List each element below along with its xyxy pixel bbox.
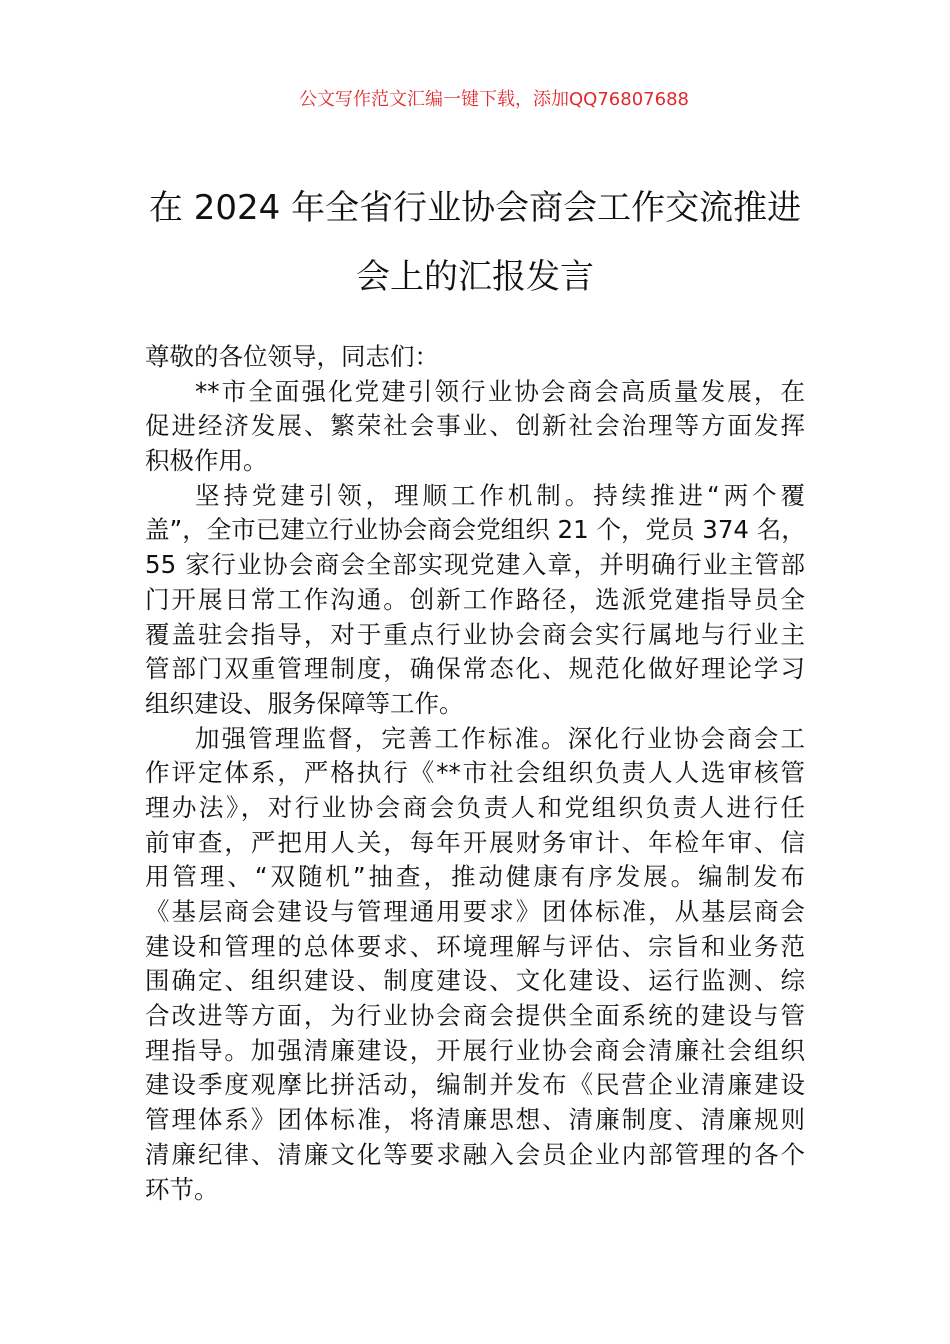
document-title-line-1: 在 2024 年全省行业协会商会工作交流推进 <box>148 188 802 228</box>
paragraph-line: 组织建设、服务保障等工作。 <box>145 688 464 718</box>
paragraph-line: 作评定体系，严格执行《**市社会组织负责人人选审核管 <box>145 758 805 788</box>
document-title-line-2: 会上的汇报发言 <box>356 257 594 297</box>
paragraph-line: 积极作用。 <box>145 446 268 476</box>
paragraph-line: 覆盖驻会指导，对于重点行业协会商会实行属地与行业主 <box>145 619 805 649</box>
paragraph-line: 理办法》，对行业协会商会负责人和党组织负责人进行任 <box>145 792 805 822</box>
paragraph-line: 合改进等方面，为行业协会商会提供全面系统的建设与管 <box>145 1001 805 1031</box>
paragraph-line: 管部门双重管理制度，确保常态化、规范化做好理论学习 <box>145 654 805 684</box>
paragraph-line: 建设季度观摩比拼活动，编制并发布《民营企业清廉建设 <box>145 1070 805 1100</box>
paragraph-line: 加强管理监督，完善工作标准。深化行业协会商会工 <box>195 723 805 753</box>
download-notice: 公文写作范文汇编一键下载，添加QQ76807688 <box>299 89 689 110</box>
paragraph-line: 用管理、“双随机”抽查，推动健康有序发展。编制发布 <box>145 862 805 892</box>
paragraph <box>145 375 805 479</box>
paragraph-line: 坚持党建引领，理顺工作机制。持续推进“两个覆 <box>195 480 805 510</box>
paragraph-line: **市全面强化党建引领行业协会商会高质量发展，在 <box>195 376 805 406</box>
paragraph-line: 门开展日常工作沟通。创新工作路径，选派党建指导员全 <box>145 584 805 614</box>
document-body <box>145 340 805 1207</box>
paragraph-line: 建设和管理的总体要求、环境理解与评估、宗旨和业务范 <box>145 931 805 961</box>
paragraph <box>145 479 805 722</box>
paragraph-line: 前审查，严把用人关，每年开展财务审计、年检年审、信 <box>145 827 805 857</box>
paragraph-line: 盖”，全市已建立行业协会商会党组织 21 个，党员 374 名， <box>145 515 806 545</box>
paragraph-line: 清廉纪律、清廉文化等要求融入会员企业内部管理的各个 <box>145 1139 805 1169</box>
paragraph-line: 促进经济发展、繁荣社会事业、创新社会治理等方面发挥 <box>145 411 805 441</box>
paragraph-line: 理指导。加强清廉建设，开展行业协会商会清廉社会组织 <box>145 1035 805 1065</box>
paragraph <box>145 722 805 1208</box>
paragraph-line: 管理体系》团体标准，将清廉思想、清廉制度、清廉规则 <box>145 1105 805 1135</box>
paragraph-line: 《基层商会建设与管理通用要求》团体标准，从基层商会 <box>145 897 805 926</box>
paragraph-line: 环节。 <box>145 1174 219 1204</box>
paragraph-line: 55 家行业协会商会全部实现党建入章，并明确行业主管部 <box>145 550 805 580</box>
salutation: 尊敬的各位领导，同志们： <box>145 342 439 371</box>
paragraph-line: 围确定、组织建设、制度建设、文化建设、运行监测、综 <box>145 966 805 996</box>
